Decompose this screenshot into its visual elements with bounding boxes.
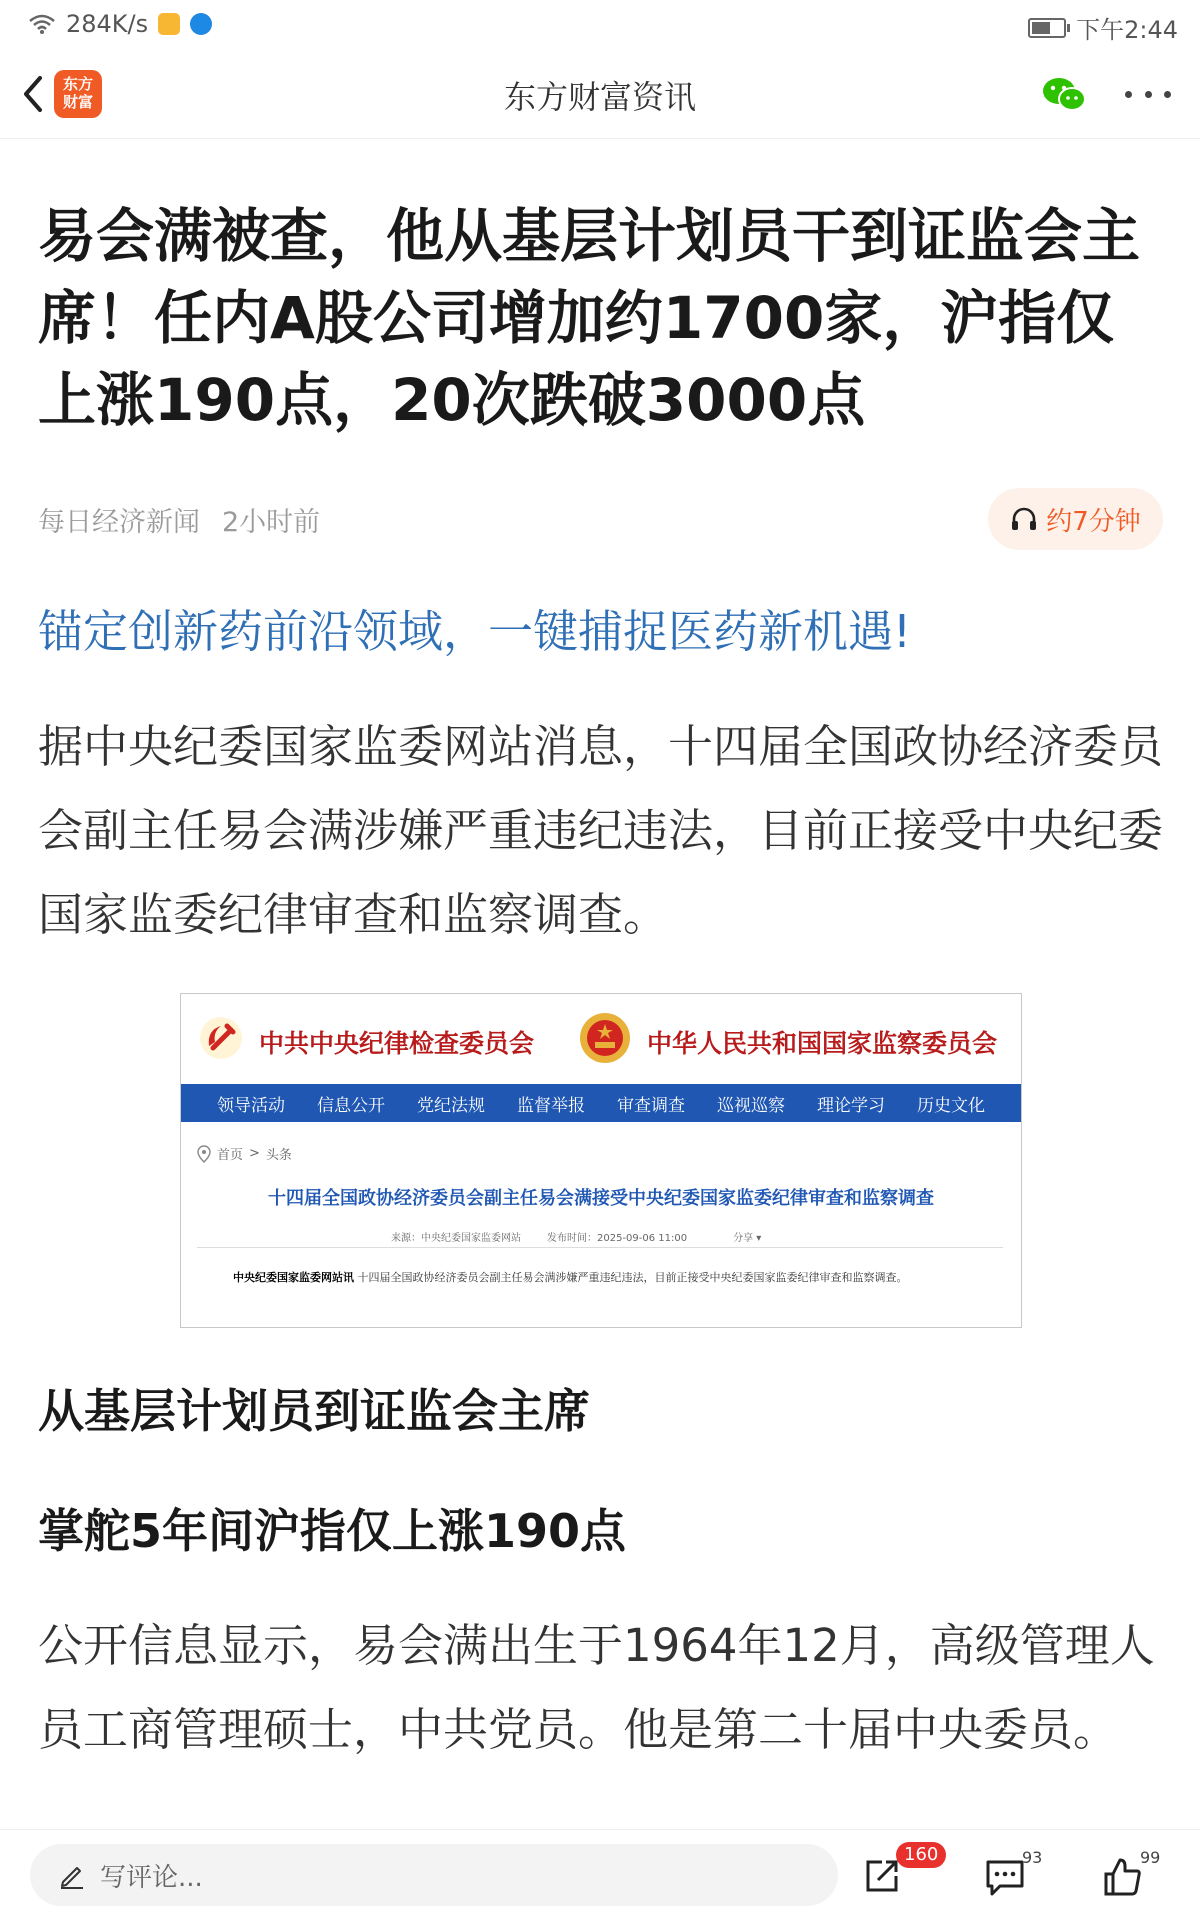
embed-nav-item: 信息公开 <box>317 1095 385 1116</box>
logo-text-line1: 东方 <box>62 75 93 93</box>
pencil-icon <box>58 1861 86 1889</box>
back-icon[interactable] <box>16 72 52 116</box>
embed-title: 十四届全国政协经济委员会副主任易会满接受中央纪委国家监委纪律审查和监察调查 <box>268 1188 934 1209</box>
article-paragraph-2: 公开信息显示，易会满出生于1964年12月，高级管理人员工商管理硕士，中共党员。他是第二十届中央委员。 <box>38 1619 1155 1756</box>
wechat-icon[interactable] <box>1040 74 1090 114</box>
embed-crumb-current: 头条 <box>265 1148 292 1163</box>
national-emblem-icon <box>579 1012 631 1064</box>
embed-org-1: 中共中央纪律检查委员会 <box>259 1029 535 1058</box>
article-meta <box>38 500 320 539</box>
app-logo[interactable] <box>54 70 102 118</box>
status-right <box>1028 10 1178 45</box>
embed-nav-item: 党纪法规 <box>417 1095 485 1116</box>
promo-link[interactable]: 锚定创新药前沿领域，一键捕捉医药新机遇! <box>38 605 912 658</box>
more-icon[interactable] <box>1125 86 1171 102</box>
article-subheading-1: 从基层计划员到证监会主席 <box>38 1384 590 1438</box>
comment-button[interactable] <box>980 1848 1043 1904</box>
embed-body <box>233 1269 908 1285</box>
like-icon <box>1102 1856 1144 1898</box>
headphone-icon <box>1010 506 1038 532</box>
embed-org-2: 中华人民共和国国家监察委员会 <box>647 1029 998 1058</box>
article-image[interactable] <box>180 993 1022 1328</box>
clock: 下午2:44 <box>1076 16 1178 44</box>
article-time: 2小时前 <box>222 507 321 538</box>
location-icon <box>197 1145 211 1163</box>
nav-title: 东方财富资讯 <box>503 78 696 116</box>
bottom-bar <box>0 1829 1200 1921</box>
embed-body-text: 十四届全国政协经济委员会副主任易会满涉嫌严重违纪违法，目前正接受中央纪委国家监委纪律审查和监察调查。 <box>354 1271 908 1284</box>
comment-input[interactable] <box>30 1844 838 1906</box>
embed-divider <box>197 1247 1003 1248</box>
like-count: 99 <box>1140 1848 1161 1867</box>
embed-info <box>391 1229 761 1244</box>
embed-nav-bar <box>181 1084 1021 1122</box>
embed-breadcrumb <box>197 1144 292 1163</box>
embed-nav-item: 审查调查 <box>617 1095 685 1116</box>
status-left <box>28 10 212 38</box>
embed-crumb-home: 首页 <box>217 1148 244 1163</box>
party-emblem-icon <box>199 1016 243 1060</box>
embed-nav-item: 监督举报 <box>517 1095 585 1116</box>
comment-count: 93 <box>1022 1848 1043 1867</box>
listen-button[interactable] <box>988 488 1163 550</box>
share-button[interactable] <box>858 1844 939 1904</box>
article-paragraph-1: 据中央纪委国家监委网站消息，十四届全国政协经济委员会副主任易会满涉嫌严重违纪违法，目前正接受中央纪委国家监委纪律审查和监察调查。 <box>38 720 1164 941</box>
embed-nav-item: 理论学习 <box>817 1095 885 1116</box>
read-time-label: 约7分钟 <box>1046 506 1141 537</box>
nav-bar <box>0 50 1200 139</box>
embed-share: 分享 ▾ <box>733 1233 762 1244</box>
embed-nav-item: 领导活动 <box>217 1095 285 1116</box>
notification-app-icon-2 <box>190 13 212 35</box>
notification-app-icon <box>158 13 180 35</box>
article-headline: 易会满被查，他从基层计划员干到证监会主席！任内A股公司增加约1700家，沪指仅上涨190点，20次跌破3000点 <box>38 202 1141 434</box>
article-subheading-2: 掌舵5年间沪指仅上涨190点 <box>38 1504 627 1558</box>
share-count-badge: 160 <box>896 1842 946 1868</box>
wifi-icon <box>28 13 56 35</box>
net-speed: 284K/s <box>66 10 149 38</box>
like-button[interactable] <box>1098 1848 1161 1904</box>
embed-nav-item: 巡视巡察 <box>717 1095 785 1116</box>
article-source[interactable]: 每日经济新闻 <box>38 507 200 538</box>
battery-icon <box>1028 18 1066 38</box>
logo-text-line2: 财富 <box>62 93 93 111</box>
embed-source: 来源：中央纪委国家监委网站 <box>391 1233 521 1244</box>
comment-placeholder: 写评论... <box>100 1862 203 1893</box>
embed-header <box>181 994 1021 1084</box>
share-icon <box>862 1856 902 1896</box>
embed-published: 发布时间：2025-09-06 11:00 <box>547 1233 688 1244</box>
embed-body-lead: 中央纪委国家监委网站讯 <box>233 1271 354 1284</box>
comment-icon <box>984 1858 1026 1898</box>
embed-crumb-separator: > <box>249 1146 260 1161</box>
status-bar <box>0 0 1200 50</box>
embed-nav-item: 历史文化 <box>917 1095 985 1116</box>
